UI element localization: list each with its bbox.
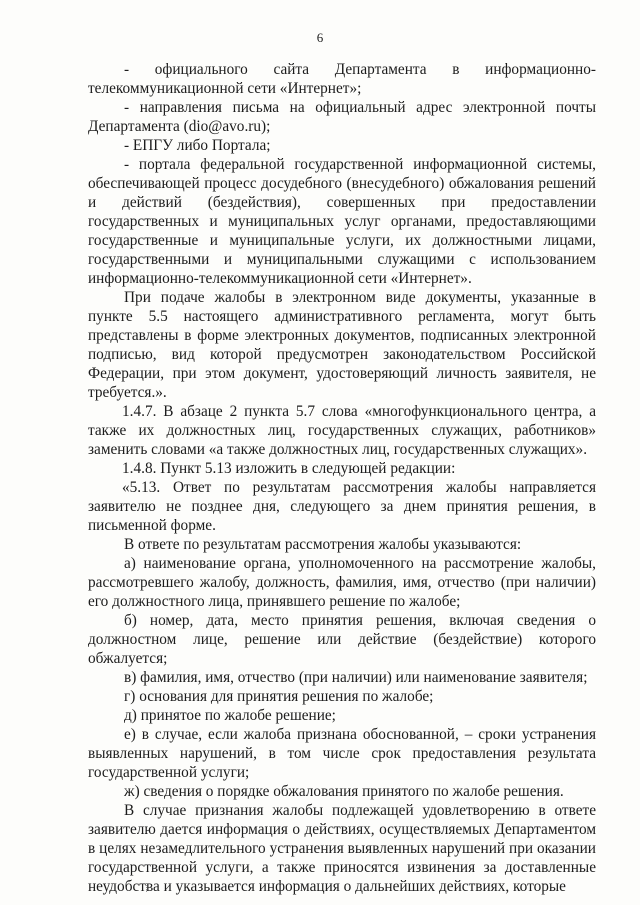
list-item-epgu: - ЕПГУ либо Портала; xyxy=(124,137,271,154)
paragraph-1-4-7: 1.4.7. В абзаце 2 пункта 5.7 слова «многофункционального центра, а также их должностных лиц, государственных служащих, работников» заменить словами «а также должностных лиц, государственных служащих». xyxy=(88,403,596,458)
document-body xyxy=(88,60,596,896)
list-item-email: - направления письма на официальный адрес электронной почты Департамента (dio@avo.ru); xyxy=(88,99,596,135)
paragraph-satisfaction: В случае признания жалобы подлежащей удовлетворению в ответе заявителю дается информация о действиях, осуществляемых Департаментом в целях незамедлительного устранения выявленных нарушений при оказании государственной услуги, а также приносятся извинения за доставленные неудобства и указывается информация о дальнейших действиях, которые xyxy=(88,802,596,895)
list-item-zh: ж) сведения о порядке обжалования принятого по жалобе решения. xyxy=(124,783,564,800)
list-item-website: - официального сайта Департамента в информационно-телекоммуникационной сети «Интернет»; xyxy=(88,61,596,97)
paragraph-1-4-8: 1.4.8. Пункт 5.13 изложить в следующей редакции: xyxy=(122,460,456,477)
scan-mark-top xyxy=(146,883,148,892)
paragraph-5-13: «5.13. Ответ по результатам рассмотрения жалобы направляется заявителю не позднее дня, следующего за днем принятия решения, в письменной форме. xyxy=(88,479,596,534)
paragraph-answer-contents: В ответе по результатам рассмотрения жалобы указываются: xyxy=(124,536,522,553)
list-item-b: б) номер, дата, место принятия решения, включая сведения о должностном лице, решение или действие (бездействие) которого обжалуется; xyxy=(88,612,596,667)
list-item-g: г) основания для принятия решения по жалобе; xyxy=(124,688,434,705)
list-item-federal-portal: - портала федеральной государственной информационной системы, обеспечивающей процесс досудебного (внесудебного) обжалования решений и действий (бездействия), совершенных при предоставлении государственных и муниципальных услуг органами, предоставляющими государственные и муниципальные услуги, их должностными лицами, государственными и муниципальными служащими с использованием информационно-телекоммуникационной сети «Интернет». xyxy=(88,156,596,287)
page-number: 6 xyxy=(316,30,324,45)
list-item-a: а) наименование органа, уполномоченного на рассмотрение жалобы, рассмотревшего жалобу, должность, фамилия, имя, отчество (при наличии) его должностного лица, принявшего решение по жалобе; xyxy=(88,555,596,610)
list-item-v: в) фамилия, имя, отчество (при наличии) или наименование заявителя; xyxy=(124,669,588,686)
paragraph-electronic-submission: При подаче жалобы в электронном виде документы, указанные в пункте 5.5 настоящего административного регламента, могут быть представлены в форме электронных документов, подписанных электронной подписью, вид которой предусмотрен законодательством Российской Федерации, при этом документ, удостоверяющий личность заявителя, не требуется.». xyxy=(88,289,596,401)
list-item-e: е) в случае, если жалоба признана обоснованной, – сроки устранения выявленных нарушений, в том числе срок предоставления результата государственной услуги; xyxy=(88,726,596,781)
list-item-d: д) принятое по жалобе решение; xyxy=(124,707,336,724)
